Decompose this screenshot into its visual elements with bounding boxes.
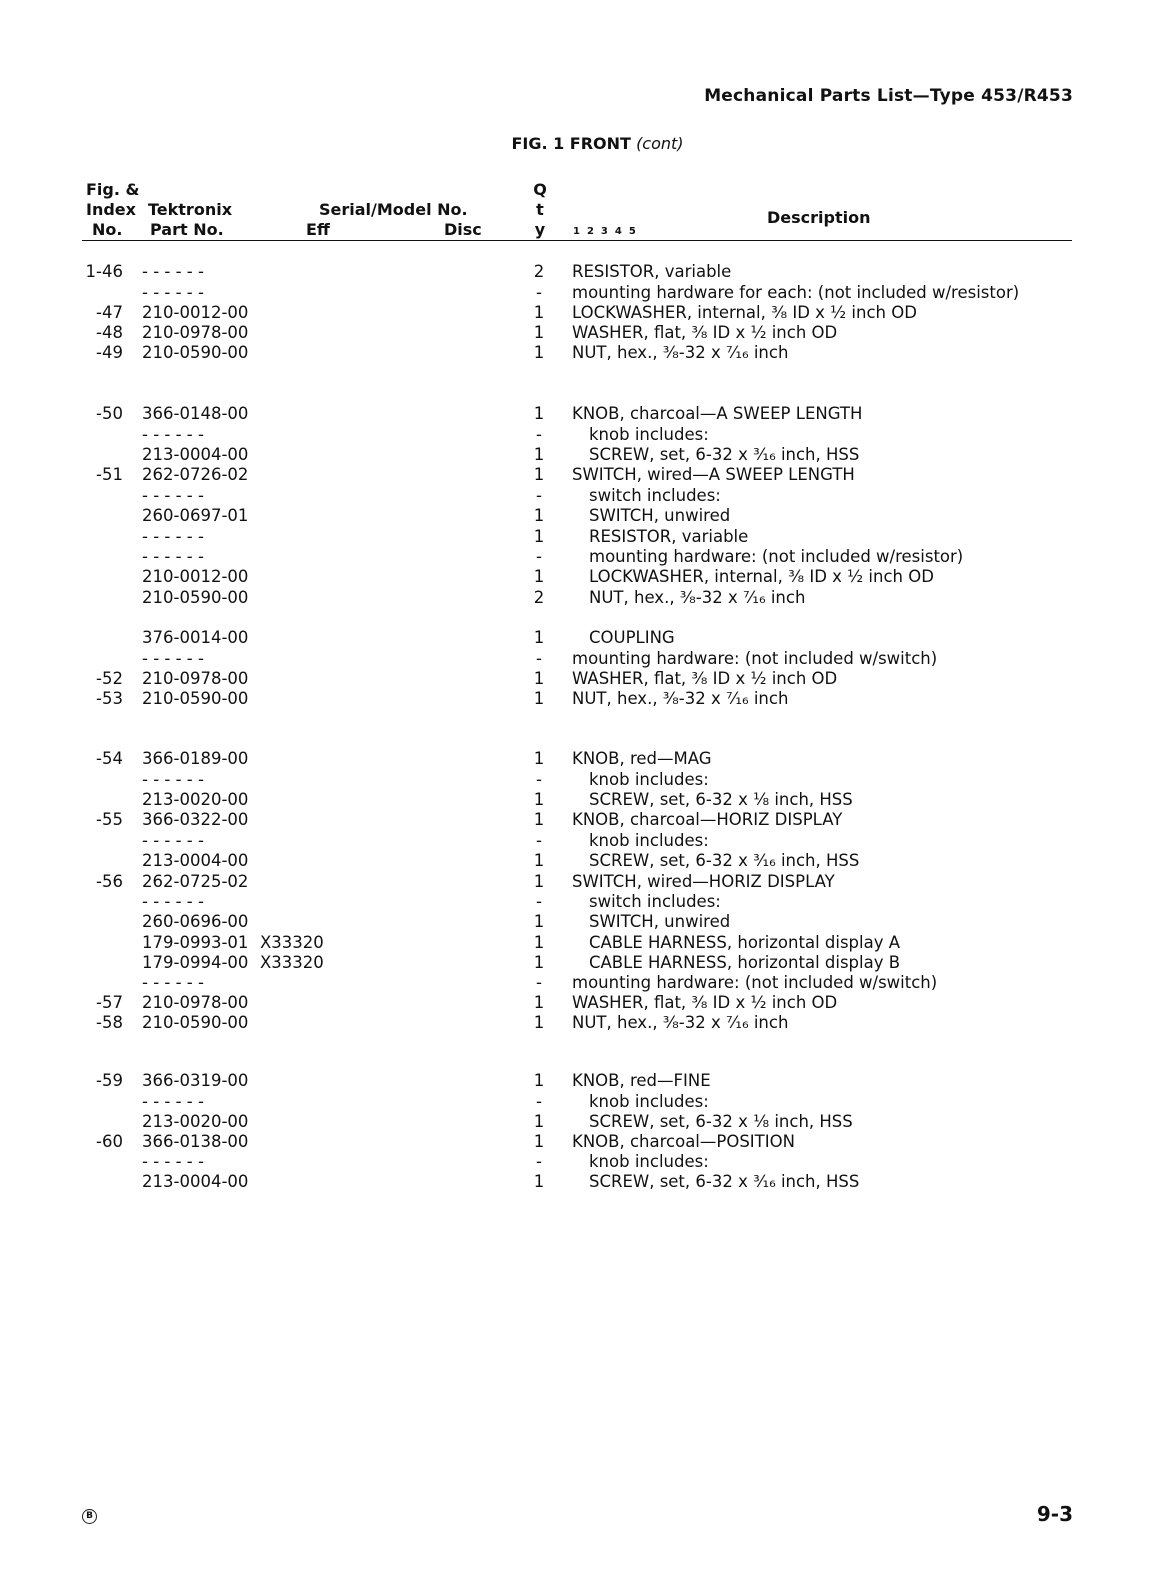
quantity: 1 — [533, 953, 545, 972]
table-row — [0, 1152, 1175, 1172]
quantity: - — [536, 770, 542, 789]
table-row — [0, 749, 1175, 769]
table-row — [0, 892, 1175, 912]
column-header-fig-index — [86, 180, 139, 240]
column-header-eff: Eff — [306, 220, 330, 239]
description: knob includes: — [589, 1092, 709, 1111]
quantity: - — [536, 486, 542, 505]
quantity: 1 — [533, 689, 545, 708]
part-number: - - - - - - — [142, 649, 204, 668]
description: NUT, hex., ³⁄₈-32 x ⁷⁄₁₆ inch — [589, 588, 806, 607]
table-row — [0, 993, 1175, 1013]
part-number: - - - - - - — [142, 831, 204, 850]
description: mounting hardware: (not included w/switch) — [572, 649, 938, 668]
part-number: 376-0014-00 — [142, 628, 249, 647]
part-number: 210-0590-00 — [142, 689, 249, 708]
part-number: 210-0012-00 — [142, 567, 249, 586]
description: SCREW, set, 6-32 x ³⁄₁₆ inch, HSS — [589, 851, 860, 870]
part-number: - - - - - - — [142, 283, 204, 302]
part-number: 366-0148-00 — [142, 404, 249, 423]
part-number: 179-0994-00 — [142, 953, 249, 972]
description: KNOB, charcoal—HORIZ DISPLAY — [572, 810, 843, 829]
part-number: - - - - - - — [142, 770, 204, 789]
index-number: -50 — [96, 404, 123, 423]
description: KNOB, charcoal—A SWEEP LENGTH — [572, 404, 863, 423]
description: CABLE HARNESS, horizontal display A — [589, 933, 901, 952]
quantity: - — [536, 425, 542, 444]
table-row — [0, 465, 1175, 485]
quantity: 1 — [533, 749, 545, 768]
description: WASHER, flat, ³⁄₈ ID x ½ inch OD — [572, 669, 838, 688]
col-part-line2: Part No. — [150, 220, 224, 239]
table-row — [0, 669, 1175, 689]
quantity: 1 — [533, 912, 545, 931]
quantity: 1 — [533, 404, 545, 423]
table-row — [0, 810, 1175, 830]
quantity: 1 — [533, 1172, 545, 1191]
index-number: -53 — [96, 689, 123, 708]
index-number: -55 — [96, 810, 123, 829]
part-number: - - - - - - — [142, 892, 204, 911]
description: knob includes: — [589, 770, 709, 789]
column-header-part-no — [148, 200, 232, 240]
description: KNOB, charcoal—POSITION — [572, 1132, 795, 1151]
index-number: -52 — [96, 669, 123, 688]
index-number: -47 — [96, 303, 123, 322]
table-row — [0, 547, 1175, 567]
description: RESISTOR, variable — [572, 262, 732, 281]
quantity: - — [536, 1152, 542, 1171]
description: knob includes: — [589, 425, 709, 444]
quantity: 1 — [533, 1071, 545, 1090]
part-number: - - - - - - — [142, 425, 204, 444]
header-rule — [82, 240, 1072, 241]
index-number: -56 — [96, 872, 123, 891]
quantity: 2 — [533, 588, 545, 607]
description: SCREW, set, 6-32 x ⅛ inch, HSS — [589, 790, 853, 809]
quantity: 1 — [533, 303, 545, 322]
table-row — [0, 933, 1175, 953]
part-number: 366-0189-00 — [142, 749, 249, 768]
col-qty-line2: t — [536, 200, 544, 219]
part-number: 210-0012-00 — [142, 303, 249, 322]
table-row — [0, 323, 1175, 343]
serial-eff: X33320 — [260, 933, 324, 952]
column-header-disc: Disc — [444, 220, 482, 239]
publisher-logo: B — [82, 1509, 97, 1524]
quantity: 1 — [533, 527, 545, 546]
page-header-title: Mechanical Parts List—Type 453/R453 — [704, 86, 1073, 106]
description: SWITCH, wired—HORIZ DISPLAY — [572, 872, 835, 891]
table-row — [0, 770, 1175, 790]
table-row — [0, 831, 1175, 851]
table-row — [0, 1092, 1175, 1112]
part-number: 213-0004-00 — [142, 445, 249, 464]
description: RESISTOR, variable — [589, 527, 749, 546]
table-row — [0, 1132, 1175, 1152]
description: LOCKWASHER, internal, ³⁄₈ ID x ½ inch OD — [589, 567, 934, 586]
part-number: 210-0590-00 — [142, 343, 249, 362]
table-row — [0, 486, 1175, 506]
column-header-qty — [530, 180, 550, 240]
quantity: 1 — [533, 669, 545, 688]
index-number: -57 — [96, 993, 123, 1012]
part-number: 179-0993-01 — [142, 933, 249, 952]
part-number: - - - - - - — [142, 1092, 204, 1111]
part-number: - - - - - - — [142, 527, 204, 546]
quantity: 1 — [533, 810, 545, 829]
table-row — [0, 283, 1175, 303]
table-row — [0, 790, 1175, 810]
column-header-levels: 12345 — [573, 226, 643, 237]
column-header-description: Description — [767, 208, 871, 227]
part-number: 213-0004-00 — [142, 1172, 249, 1191]
column-header-serial: Serial/Model No. — [319, 200, 468, 219]
table-row — [0, 628, 1175, 648]
table-row — [0, 445, 1175, 465]
description: COUPLING — [589, 628, 675, 647]
description: switch includes: — [589, 486, 721, 505]
quantity: 1 — [533, 567, 545, 586]
description: NUT, hex., ³⁄₈-32 x ⁷⁄₁₆ inch — [572, 343, 789, 362]
quantity: 1 — [533, 506, 545, 525]
quantity: - — [536, 547, 542, 566]
part-number: - - - - - - — [142, 486, 204, 505]
table-row — [0, 1071, 1175, 1091]
description: SCREW, set, 6-32 x ⅛ inch, HSS — [589, 1112, 853, 1131]
index-number: -54 — [96, 749, 123, 768]
index-number: -58 — [96, 1013, 123, 1032]
part-number: 213-0004-00 — [142, 851, 249, 870]
description: knob includes: — [589, 1152, 709, 1171]
description: switch includes: — [589, 892, 721, 911]
index-number: 1-46 — [85, 262, 123, 281]
table-row — [0, 649, 1175, 669]
part-number: 210-0978-00 — [142, 669, 249, 688]
description: SCREW, set, 6-32 x ³⁄₁₆ inch, HSS — [589, 1172, 860, 1191]
quantity: 1 — [533, 628, 545, 647]
table-row — [0, 262, 1175, 282]
table-row — [0, 1172, 1175, 1192]
col-qty-line3: y — [534, 220, 546, 239]
part-number: 213-0020-00 — [142, 790, 249, 809]
description: LOCKWASHER, internal, ³⁄₈ ID x ½ inch OD — [572, 303, 917, 322]
part-number: - - - - - - — [142, 547, 204, 566]
description: KNOB, red—MAG — [572, 749, 712, 768]
description: NUT, hex., ³⁄₈-32 x ⁷⁄₁₆ inch — [572, 689, 789, 708]
description: mounting hardware: (not included w/switch) — [572, 973, 938, 992]
description: KNOB, red—FINE — [572, 1071, 711, 1090]
description: knob includes: — [589, 831, 709, 850]
quantity: 1 — [533, 1132, 545, 1151]
table-row — [0, 872, 1175, 892]
quantity: - — [536, 283, 542, 302]
table-row — [0, 1013, 1175, 1033]
table-row — [0, 689, 1175, 709]
part-number: 260-0697-01 — [142, 506, 249, 525]
quantity: - — [536, 973, 542, 992]
index-number: -60 — [96, 1132, 123, 1151]
index-number: -51 — [96, 465, 123, 484]
part-number: 213-0020-00 — [142, 1112, 249, 1131]
quantity: 1 — [533, 993, 545, 1012]
figure-title-cont: (cont) — [636, 134, 684, 153]
description: mounting hardware for each: (not included w/resistor) — [572, 283, 1020, 302]
description: CABLE HARNESS, horizontal display B — [589, 953, 901, 972]
quantity: 1 — [533, 343, 545, 362]
col-fig-line1: Fig. & — [86, 180, 140, 199]
table-row — [0, 953, 1175, 973]
part-number: - - - - - - — [142, 973, 204, 992]
quantity: - — [536, 649, 542, 668]
description: SWITCH, unwired — [589, 912, 731, 931]
quantity: 1 — [533, 851, 545, 870]
table-row — [0, 567, 1175, 587]
col-fig-line3: No. — [92, 220, 123, 239]
table-row — [0, 588, 1175, 608]
part-number: 210-0978-00 — [142, 323, 249, 342]
quantity: 1 — [533, 323, 545, 342]
col-fig-line2: Index — [86, 200, 136, 219]
serial-eff: X33320 — [260, 953, 324, 972]
table-row — [0, 973, 1175, 993]
part-number: 366-0138-00 — [142, 1132, 249, 1151]
table-row — [0, 343, 1175, 363]
index-number: -59 — [96, 1071, 123, 1090]
description: NUT, hex., ³⁄₈-32 x ⁷⁄₁₆ inch — [572, 1013, 789, 1032]
table-row — [0, 1112, 1175, 1132]
part-number: - - - - - - — [142, 262, 204, 281]
description: SCREW, set, 6-32 x ³⁄₁₆ inch, HSS — [589, 445, 860, 464]
table-row — [0, 851, 1175, 871]
quantity: 1 — [533, 872, 545, 891]
quantity: 1 — [533, 445, 545, 464]
table-row — [0, 425, 1175, 445]
part-number: - - - - - - — [142, 1152, 204, 1171]
part-number: 210-0590-00 — [142, 1013, 249, 1032]
table-row — [0, 912, 1175, 932]
table-row — [0, 303, 1175, 323]
description: mounting hardware: (not included w/resistor) — [589, 547, 964, 566]
quantity: - — [536, 831, 542, 850]
index-number: -49 — [96, 343, 123, 362]
part-number: 210-0590-00 — [142, 588, 249, 607]
quantity: 1 — [533, 465, 545, 484]
description: SWITCH, wired—A SWEEP LENGTH — [572, 465, 855, 484]
part-number: 260-0696-00 — [142, 912, 249, 931]
figure-title — [0, 134, 1175, 153]
quantity: 1 — [533, 1013, 545, 1032]
description: WASHER, flat, ³⁄₈ ID x ½ inch OD — [572, 323, 838, 342]
part-number: 366-0322-00 — [142, 810, 249, 829]
quantity: 1 — [533, 790, 545, 809]
part-number: 366-0319-00 — [142, 1071, 249, 1090]
description: WASHER, flat, ³⁄₈ ID x ½ inch OD — [572, 993, 838, 1012]
table-row — [0, 527, 1175, 547]
table-row — [0, 404, 1175, 424]
quantity: - — [536, 892, 542, 911]
quantity: - — [536, 1092, 542, 1111]
quantity: 2 — [533, 262, 545, 281]
table-row — [0, 506, 1175, 526]
part-number: 210-0978-00 — [142, 993, 249, 1012]
figure-title-main: FIG. 1 FRONT — [511, 134, 631, 153]
page-number: 9-3 — [1036, 1502, 1073, 1526]
part-number: 262-0725-02 — [142, 872, 249, 891]
quantity: 1 — [533, 1112, 545, 1131]
col-qty-line1: Q — [533, 180, 547, 199]
description: SWITCH, unwired — [589, 506, 731, 525]
part-number: 262-0726-02 — [142, 465, 249, 484]
quantity: 1 — [533, 933, 545, 952]
col-part-line1: Tektronix — [148, 200, 233, 219]
index-number: -48 — [96, 323, 123, 342]
